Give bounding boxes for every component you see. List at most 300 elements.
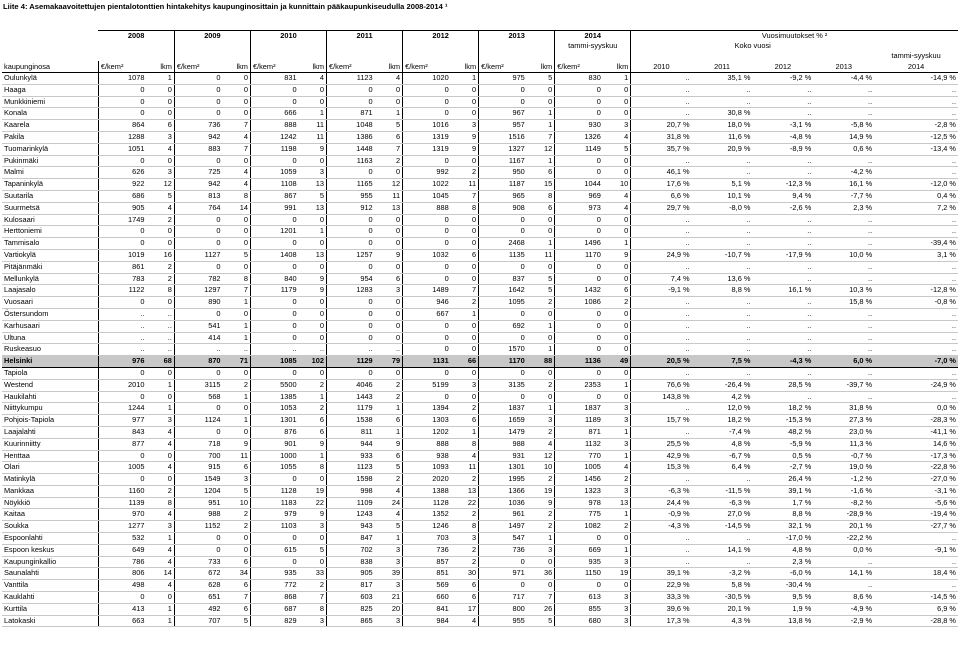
value-cell: 11,3 % (813, 438, 874, 450)
value-cell: 7 (223, 120, 251, 132)
value-cell: 0 (603, 84, 631, 96)
value-cell: 0 (403, 391, 451, 403)
value-cell: 0 (527, 261, 555, 273)
value-cell: 0 (375, 238, 403, 250)
value-cell: -17,0 % (752, 533, 813, 545)
value-cell: 2 (375, 155, 403, 167)
value-cell: 9 (299, 273, 327, 285)
value-cell: -14,5 % (692, 521, 753, 533)
value-cell: 1198 (250, 143, 298, 155)
value-cell: 3 (299, 615, 327, 627)
district-name-cell: Kuurinniitty (2, 438, 98, 450)
value-cell: 0 (555, 214, 603, 226)
value-cell: .. (752, 108, 813, 120)
price-table (2, 30, 958, 627)
value-cell: 14 (223, 202, 251, 214)
value-cell: 0 (603, 214, 631, 226)
value-cell: 0 (146, 450, 174, 462)
value-cell: 3 (603, 603, 631, 615)
value-cell: 0 (223, 403, 251, 415)
price-table-wrapper (2, 30, 958, 627)
district-name-cell: Nöykkiö (2, 497, 98, 509)
value-cell: 0 (223, 73, 251, 85)
value-cell: 11 (375, 190, 403, 202)
value-cell: 0 (603, 96, 631, 108)
value-cell: -15,3 % (752, 415, 813, 427)
table-row (2, 96, 958, 108)
value-cell: -8,9 % (752, 143, 813, 155)
count-header: lkm (146, 61, 174, 73)
value-cell: 883 (174, 143, 222, 155)
district-name-cell: Niittykumpu (2, 403, 98, 415)
district-name-cell: Karhusaari (2, 320, 98, 332)
value-cell: 1497 (479, 521, 527, 533)
value-cell: 79 (375, 356, 403, 368)
value-cell: 0 (223, 533, 251, 545)
value-cell: -41,1 % (874, 426, 958, 438)
value-cell: -27,0 % (874, 474, 958, 486)
value-cell: 4,8 % (692, 438, 753, 450)
value-cell: 39,1 % (631, 568, 692, 580)
value-cell: 0 (250, 556, 298, 568)
value-cell: .. (813, 96, 874, 108)
value-cell: 1456 (555, 474, 603, 486)
value-cell: 0 (403, 84, 451, 96)
table-row (2, 155, 958, 167)
value-cell: .. (752, 96, 813, 108)
table-row (2, 285, 958, 297)
value-cell: 9 (603, 249, 631, 261)
value-cell: -13,4 % (874, 143, 958, 155)
value-cell: .. (631, 214, 692, 226)
value-cell: 0 (174, 84, 222, 96)
value-cell: 0 (299, 96, 327, 108)
value-cell: 0 (451, 84, 479, 96)
value-cell: 4 (603, 202, 631, 214)
value-cell: 1319 (403, 131, 451, 143)
value-cell: .. (631, 155, 692, 167)
value-cell: 0 (527, 556, 555, 568)
value-cell: .. (631, 320, 692, 332)
value-cell: 13 (451, 485, 479, 497)
value-cell: 0 (327, 320, 375, 332)
value-cell: .. (813, 556, 874, 568)
value-cell: 14 (146, 568, 174, 580)
value-cell: 1443 (327, 391, 375, 403)
value-cell: 20,7 % (631, 120, 692, 132)
value-cell: 8 (223, 273, 251, 285)
value-cell: 4 (603, 190, 631, 202)
value-cell: 1301 (250, 415, 298, 427)
value-cell: .. (874, 320, 958, 332)
value-cell: 6 (451, 415, 479, 427)
value-cell: 978 (555, 497, 603, 509)
value-cell: 7 (451, 190, 479, 202)
value-cell: 847 (327, 533, 375, 545)
value-cell: 1016 (403, 120, 451, 132)
value-cell: 931 (479, 450, 527, 462)
value-cell: 4 (603, 131, 631, 143)
value-cell: 14,1 % (692, 544, 753, 556)
value-cell: 0 (603, 108, 631, 120)
value-cell: 908 (479, 202, 527, 214)
value-cell: 0 (451, 391, 479, 403)
value-cell: 0 (403, 367, 451, 379)
table-row (2, 533, 958, 545)
change-year-header: 2013 (813, 61, 874, 73)
value-cell: 1 (603, 509, 631, 521)
value-cell: 6 (223, 580, 251, 592)
value-cell: 7 (299, 592, 327, 604)
value-cell: 1082 (555, 521, 603, 533)
value-cell: 11 (451, 179, 479, 191)
value-cell: 4 (146, 544, 174, 556)
value-cell: 3 (146, 521, 174, 533)
value-cell: 933 (327, 450, 375, 462)
value-cell: 651 (174, 592, 222, 604)
district-name-cell: Ruskeasuo (2, 344, 98, 356)
value-cell: 4 (375, 485, 403, 497)
value-cell: 0 (327, 367, 375, 379)
value-cell: .. (813, 320, 874, 332)
value-cell: 413 (98, 603, 146, 615)
value-cell: .. (874, 273, 958, 285)
value-cell: 0 (250, 214, 298, 226)
value-cell: 8,8 % (752, 509, 813, 521)
value-cell: 0 (555, 96, 603, 108)
district-name-cell: Latokaski (2, 615, 98, 627)
value-cell: 5 (146, 190, 174, 202)
value-cell: .. (692, 226, 753, 238)
value-cell: 5,8 % (692, 580, 753, 592)
sub-header-row (2, 41, 958, 50)
value-cell: .. (692, 344, 753, 356)
value-cell: 813 (174, 190, 222, 202)
value-cell: 0 (174, 96, 222, 108)
value-cell: 547 (479, 533, 527, 545)
value-cell: 1 (603, 73, 631, 85)
value-cell: 1 (299, 108, 327, 120)
value-cell: 0 (479, 226, 527, 238)
value-cell: 935 (250, 568, 298, 580)
value-cell: 0 (403, 108, 451, 120)
value-cell: 733 (174, 556, 222, 568)
value-cell: .. (813, 84, 874, 96)
value-cell: 2 (527, 521, 555, 533)
value-cell: 888 (403, 438, 451, 450)
value-cell: 6 (299, 415, 327, 427)
value-cell: 1549 (174, 474, 222, 486)
value-cell: .. (631, 367, 692, 379)
value-cell: 49 (603, 356, 631, 368)
value-cell: .. (813, 108, 874, 120)
value-cell: .. (631, 533, 692, 545)
value-cell: 680 (555, 615, 603, 627)
value-cell: 24 (375, 497, 403, 509)
value-cell: 0 (527, 226, 555, 238)
value-cell: .. (874, 580, 958, 592)
value-cell: 1516 (479, 131, 527, 143)
value-cell: -19,4 % (874, 509, 958, 521)
value-cell: 888 (250, 120, 298, 132)
value-cell: .. (874, 344, 958, 356)
value-cell: -17,3 % (874, 450, 958, 462)
value-cell: 1085 (250, 356, 298, 368)
value-cell: 1303 (403, 415, 451, 427)
value-cell: 22,9 % (631, 580, 692, 592)
value-cell: 18,2 % (692, 415, 753, 427)
value-cell: 988 (479, 438, 527, 450)
value-cell: 0 (603, 391, 631, 403)
value-cell: 0 (555, 344, 603, 356)
value-cell: 0 (98, 155, 146, 167)
value-cell: 969 (555, 190, 603, 202)
value-cell: 18,4 % (874, 568, 958, 580)
value-cell: 0 (223, 155, 251, 167)
value-cell: .. (752, 391, 813, 403)
value-cell: 14,6 % (874, 438, 958, 450)
value-cell: 702 (327, 544, 375, 556)
value-cell: 30 (451, 568, 479, 580)
value-cell: 0 (146, 155, 174, 167)
value-cell: 0 (299, 533, 327, 545)
district-name-cell: Pitäjänmäki (2, 261, 98, 273)
value-cell: -5,6 % (874, 497, 958, 509)
value-cell: 0 (327, 238, 375, 250)
value-cell: 1496 (555, 238, 603, 250)
value-cell: 22 (299, 497, 327, 509)
value-cell: .. (631, 238, 692, 250)
value-cell: 0 (375, 214, 403, 226)
value-cell: 4 (146, 202, 174, 214)
value-cell: 10,0 % (813, 249, 874, 261)
value-cell: -3,2 % (692, 568, 753, 580)
value-cell: 1179 (250, 285, 298, 297)
table-row (2, 249, 958, 261)
value-cell: 0 (174, 238, 222, 250)
value-cell: 1598 (327, 474, 375, 486)
value-cell: 11,6 % (692, 131, 753, 143)
district-name-cell: Haaga (2, 84, 98, 96)
value-cell: 1366 (479, 485, 527, 497)
value-cell: 786 (98, 556, 146, 568)
value-cell: 7 (223, 592, 251, 604)
value-cell: 6 (451, 249, 479, 261)
value-cell: -7,0 % (874, 356, 958, 368)
value-cell: 4 (146, 143, 174, 155)
value-cell: 718 (174, 438, 222, 450)
value-cell: 0 (250, 332, 298, 344)
value-cell: 4 (451, 450, 479, 462)
table-row (2, 238, 958, 250)
value-cell: .. (752, 167, 813, 179)
value-cell: .. (146, 344, 174, 356)
value-cell: .. (752, 332, 813, 344)
value-cell: 7,5 % (692, 356, 753, 368)
district-name-cell: Vanttila (2, 580, 98, 592)
value-cell: 0 (479, 391, 527, 403)
value-cell: 18,2 % (752, 403, 813, 415)
district-name-cell: Saunalahti (2, 568, 98, 580)
value-cell: 2 (375, 379, 403, 391)
value-cell: 0 (603, 226, 631, 238)
district-name-cell: Vuosaari (2, 297, 98, 309)
value-cell: 0 (174, 426, 222, 438)
value-cell: 414 (174, 332, 222, 344)
value-cell: 0 (327, 308, 375, 320)
value-cell: 0 (223, 261, 251, 273)
value-cell: 6,9 % (874, 603, 958, 615)
value-cell: 24,4 % (631, 497, 692, 509)
value-cell: .. (752, 344, 813, 356)
value-cell: 0 (146, 592, 174, 604)
value-cell: -28,9 % (813, 509, 874, 521)
value-cell: 1 (223, 320, 251, 332)
district-name-cell: Tammisalo (2, 238, 98, 250)
value-cell: 8 (223, 190, 251, 202)
value-cell: 1246 (403, 521, 451, 533)
value-cell: 825 (327, 603, 375, 615)
value-cell: 1179 (327, 403, 375, 415)
value-cell: 0 (98, 84, 146, 96)
value-cell: -7,7 % (813, 190, 874, 202)
value-cell: 0 (451, 367, 479, 379)
value-cell: -6,7 % (692, 450, 753, 462)
value-cell: 864 (98, 120, 146, 132)
value-cell: 1 (451, 73, 479, 85)
value-cell: 3 (527, 544, 555, 556)
value-cell: 857 (403, 556, 451, 568)
value-cell: 76,6 % (631, 379, 692, 391)
value-cell: 736 (479, 544, 527, 556)
value-cell: .. (752, 273, 813, 285)
value-cell: 0 (555, 308, 603, 320)
value-cell: 1123 (327, 73, 375, 85)
district-name-cell: Kulosaari (2, 214, 98, 226)
year-header: 2013 (479, 31, 555, 42)
value-cell: .. (146, 332, 174, 344)
value-cell: 951 (174, 497, 222, 509)
value-cell: 0 (299, 320, 327, 332)
value-cell: 2 (375, 474, 403, 486)
value-cell: 1837 (479, 403, 527, 415)
value-cell: 0 (479, 308, 527, 320)
value-cell: 1051 (98, 143, 146, 155)
value-cell: 865 (327, 615, 375, 627)
value-cell: 1 (451, 426, 479, 438)
value-cell: 0 (603, 167, 631, 179)
value-cell: 1108 (250, 179, 298, 191)
table-row (2, 190, 958, 202)
value-cell: 8 (146, 497, 174, 509)
value-cell: 1005 (98, 462, 146, 474)
district-name-cell: Helsinki (2, 356, 98, 368)
value-cell: .. (692, 167, 753, 179)
value-cell: .. (98, 332, 146, 344)
table-row (2, 167, 958, 179)
value-cell: 9 (299, 143, 327, 155)
table-row (2, 450, 958, 462)
value-cell: 2 (375, 391, 403, 403)
value-cell: 783 (98, 273, 146, 285)
district-name-cell: Östersundom (2, 308, 98, 320)
value-cell: 3 (603, 556, 631, 568)
value-cell: 692 (479, 320, 527, 332)
value-cell: 532 (98, 533, 146, 545)
value-cell: 0 (403, 214, 451, 226)
district-name-cell: Kaupunginkallio (2, 556, 98, 568)
value-cell: 855 (555, 603, 603, 615)
value-cell: 0 (299, 297, 327, 309)
value-cell: 0 (375, 367, 403, 379)
value-cell: 877 (98, 438, 146, 450)
value-cell: 2 (451, 474, 479, 486)
value-cell: 1 (527, 403, 555, 415)
value-cell: 4,3 % (692, 615, 753, 627)
value-cell: 9 (375, 438, 403, 450)
value-cell: 1 (527, 533, 555, 545)
value-cell: 4 (146, 438, 174, 450)
change-year-header: 2010 (631, 61, 692, 73)
value-cell: .. (98, 320, 146, 332)
district-name-cell: Mellunkylä (2, 273, 98, 285)
value-cell: 0 (479, 214, 527, 226)
value-cell: .. (146, 320, 174, 332)
value-cell: 1093 (403, 462, 451, 474)
value-cell: 14,1 % (813, 568, 874, 580)
value-cell: 10,3 % (813, 285, 874, 297)
table-row (2, 108, 958, 120)
value-cell: 725 (174, 167, 222, 179)
value-cell: 2 (527, 426, 555, 438)
district-name-cell: Herttoniemi (2, 226, 98, 238)
value-cell: 9,5 % (752, 592, 813, 604)
value-cell: 1 (527, 320, 555, 332)
value-cell: 1 (603, 238, 631, 250)
value-cell: 8 (451, 202, 479, 214)
value-cell: 0 (555, 167, 603, 179)
value-cell: .. (327, 344, 375, 356)
value-cell: 13,8 % (752, 615, 813, 627)
value-cell: 4 (527, 438, 555, 450)
value-cell: 8,8 % (692, 285, 753, 297)
value-cell: 1165 (327, 179, 375, 191)
value-cell: .. (631, 403, 692, 415)
value-cell: .. (223, 344, 251, 356)
value-cell: 626 (98, 167, 146, 179)
value-cell: 1053 (250, 403, 298, 415)
value-cell: .. (299, 344, 327, 356)
value-cell: 0 (555, 273, 603, 285)
value-cell: 0 (250, 533, 298, 545)
value-cell: 492 (174, 603, 222, 615)
value-cell: 7 (527, 592, 555, 604)
value-cell: .. (874, 367, 958, 379)
value-cell: 973 (555, 202, 603, 214)
value-cell: .. (752, 367, 813, 379)
value-cell: 1044 (555, 179, 603, 191)
value-cell: 0 (223, 238, 251, 250)
district-name-cell: Ultuna (2, 332, 98, 344)
value-cell: 5 (299, 544, 327, 556)
table-row (2, 179, 958, 191)
district-name-cell: Tuomarinkylä (2, 143, 98, 155)
value-cell: 0 (146, 474, 174, 486)
value-cell: 11 (223, 450, 251, 462)
value-cell: 9 (451, 131, 479, 143)
value-cell: -4,2 % (813, 167, 874, 179)
value-cell: 1 (527, 344, 555, 356)
